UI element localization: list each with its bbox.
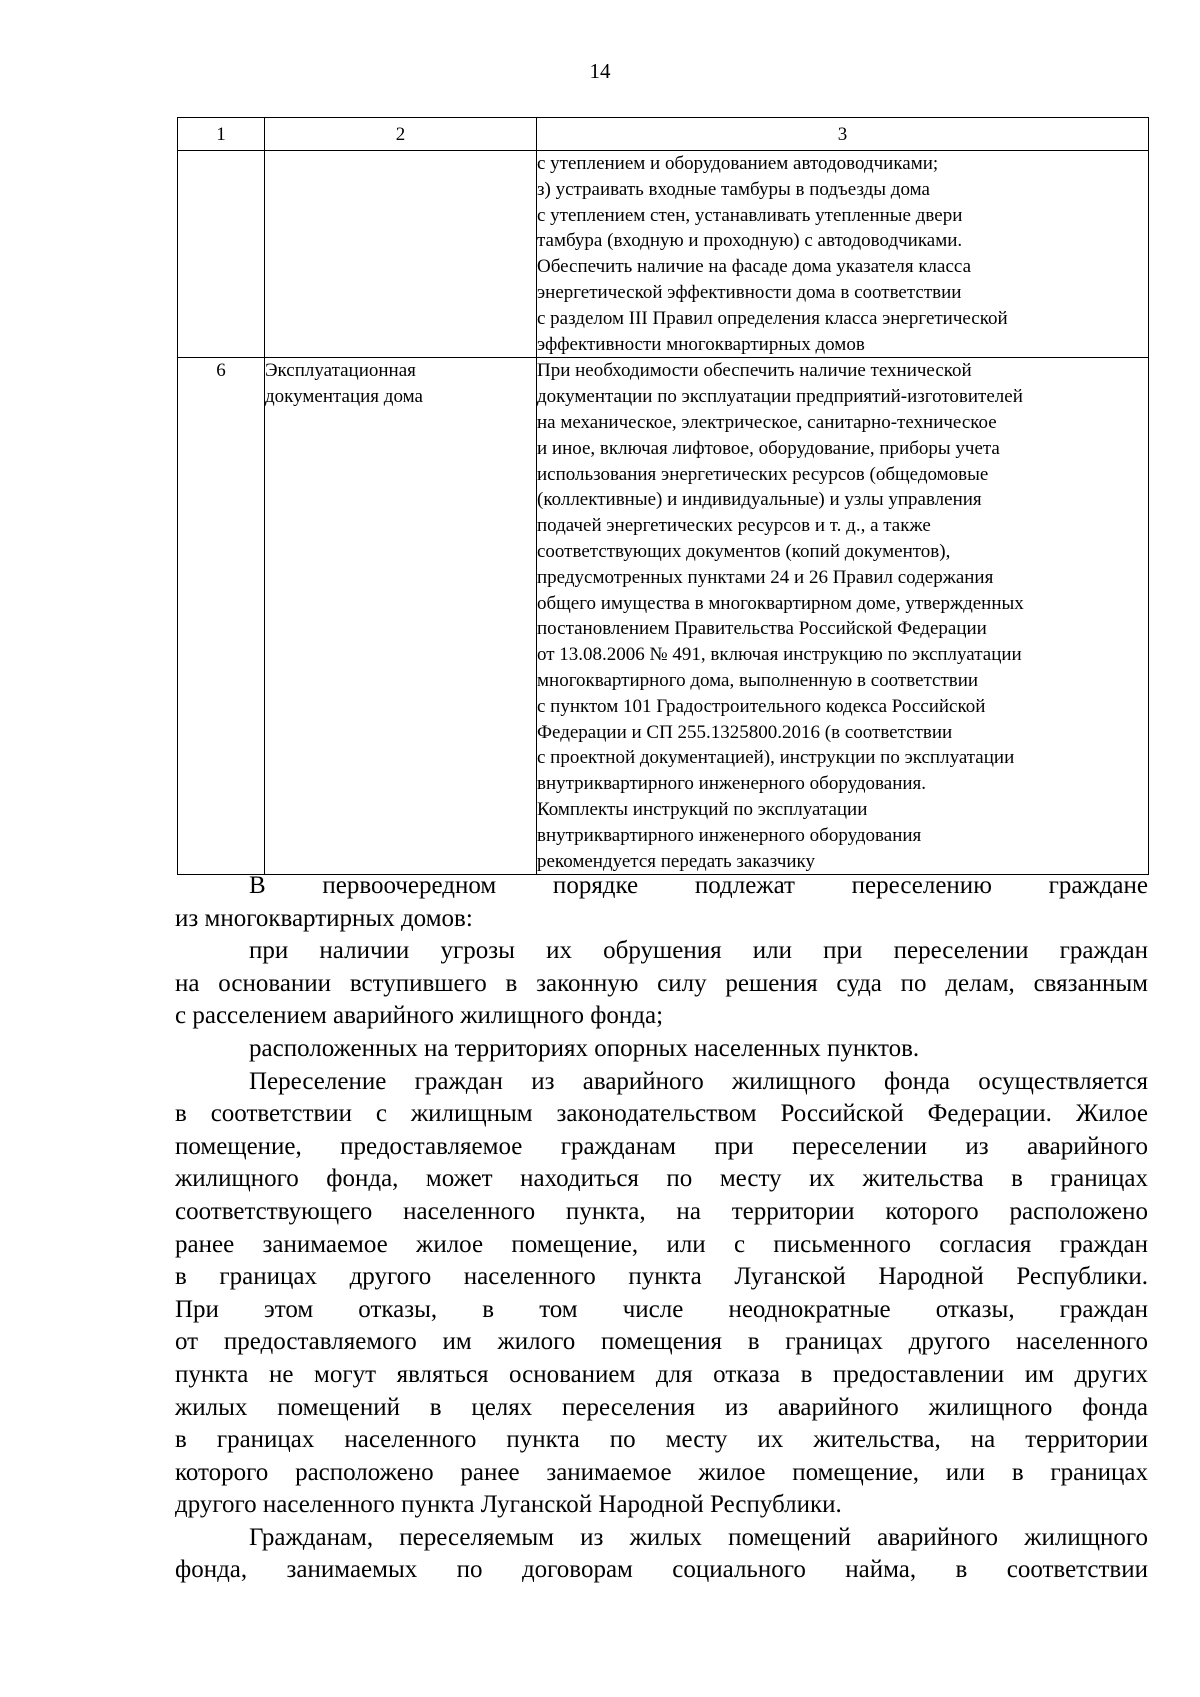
paragraph-line: жилых помещений в целях переселения из аварийного жилищного фонда [175,1393,1148,1421]
row-text-line: энергетической эффективности дома в соответствии [537,281,962,303]
document-body [175,870,1148,1587]
row-text-line: с пунктом 101 Градостроительного кодекса Российской [537,695,986,717]
paragraph-line: В первоочередном порядке подлежат переселению граждане [249,872,1148,899]
row-text-line: При необходимости обеспечить наличие технической [537,360,972,382]
row-text-line: рекомендуется передать заказчику [537,850,816,872]
paragraph-line: фонда, занимаемых по договорам социального найма, в соответствии [175,1556,1148,1584]
row-name-line: Эксплуатационная [265,360,416,382]
paragraph-line: помещение, предоставляемое гражданам при переселении из аварийного [175,1132,1148,1160]
table-header-cell: 3 [537,118,1149,151]
row-text-line: Комплекты инструкций по эксплуатации [537,798,868,820]
row-text-line: использования энергетических ресурсов (общедомовые [537,463,989,485]
paragraph-line: соответствующего населенного пункта, на территории которого расположено [175,1197,1148,1225]
paragraph [175,1066,1148,1522]
row-text-line: внутриквартирного инженерного оборудования [537,824,922,846]
row-text-line: соответствующих документов (копий документов), [537,540,951,562]
paragraph-line: Переселение граждан из аварийного жилищного фонда осуществляется [249,1067,1148,1095]
paragraph [175,870,1148,935]
paragraph [175,935,1148,1033]
table-header-cell: 2 [265,118,537,151]
paragraph-line: другого населенного пункта Луганской Народной Республики. [175,1491,842,1519]
paragraph [175,1033,1148,1066]
row-text-line: с утеплением стен, устанавливать утепленные двери [537,204,963,226]
row-text-line: внутриквартирного инженерного оборудования. [537,773,927,795]
table-row [178,151,1149,358]
row-name-cell [265,358,537,875]
row-text-line: от 13.08.2006 № 491, включая инструкцию по эксплуатации [537,644,1022,666]
row-text-line: тамбура (входную и проходную) с автодоводчиками. [537,230,963,252]
page-number: 14 [589,59,611,83]
row-text-line: с утеплением и оборудованием автодоводчиками; [537,153,939,174]
row-text-cell [537,151,1149,358]
paragraph-line: жилищного фонда, может находиться по месту их жительства в границах [175,1165,1148,1193]
paragraph-line: при наличии угрозы их обрушения или при переселении граждан [249,937,1148,965]
paragraph-line: пункта не могут являться основанием для отказа в предоставлении им других [175,1360,1148,1388]
paragraph-line: из многоквартирных домов: [175,904,473,932]
row-text-line: предусмотренных пунктами 24 и 26 Правил содержания [537,566,994,588]
paragraph-line: расположенных на территориях опорных населенных пунктов. [249,1034,920,1062]
paragraph-line: в соответствии с жилищным законодательством Российской Федерации. Жилое [175,1100,1148,1128]
table-row [178,358,1149,875]
row-text-line: многоквартирного дома, выполненную в соответствии [537,669,979,691]
row-text-line: з) устраивать входные тамбуры в подъезды дома [537,178,930,200]
row-text-line: Федерации и СП 255.1325800.2016 (в соответствии [537,721,953,743]
table-header-cell: 1 [178,118,265,151]
row-text-line: эффективности многоквартирных домов [537,333,865,355]
paragraph-line: от предоставляемого им жилого помещения в границах другого населенного [175,1328,1148,1356]
paragraph-line: ранее занимаемое жилое помещение, или с письменного согласия граждан [175,1230,1148,1258]
paragraph-line: которого расположено ранее занимаемое жилое помещение, или в границах [175,1458,1148,1486]
row-number-cell: 6 [178,358,265,875]
row-text-line: (коллективные) и индивидуальные) и узлы управления [537,489,982,511]
row-text-line: с проектной документацией), инструкции по эксплуатации [537,747,1015,769]
paragraph-line: на основании вступившего в законную силу решения суда по делам, связанным [175,969,1148,997]
paragraph-line: в границах другого населенного пункта Луганской Народной Республики. [175,1263,1148,1291]
row-text-line: подачей энергетических ресурсов и т. д., а также [537,515,931,537]
paragraph-line: в границах населенного пункта по месту их жительства, на территории [175,1426,1148,1454]
row-text-line: и иное, включая лифтовое, оборудование, приборы учета [537,437,1000,459]
row-text-line: постановлением Правительства Российской Федерации [537,618,987,640]
row-name-line: документация дома [265,386,423,408]
row-text-line: с разделом III Правил определения класса энергетической [537,307,1008,329]
row-text-cell [537,358,1149,875]
paragraph-line: При этом отказы, в том числе неоднократные отказы, граждан [175,1295,1148,1323]
paragraph-line: с расселением аварийного жилищного фонда; [175,1002,664,1030]
row-text-line: Обеспечить наличие на фасаде дома указателя класса [537,256,972,278]
row-text-line: документации по эксплуатации предприятий-изготовителей [537,386,1023,408]
row-text-line: на механическое, электрическое, санитарно-техническое [537,411,997,433]
paragraph-line: Гражданам, переселяемым из жилых помещений аварийного жилищного [249,1523,1148,1551]
paragraph [175,1522,1148,1587]
table-header-row [178,118,1149,151]
requirements-table [177,117,1149,875]
row-number-cell [178,151,265,358]
row-text-line: общего имущества в многоквартирном доме, утвержденных [537,592,1024,614]
row-name-cell [265,151,537,358]
